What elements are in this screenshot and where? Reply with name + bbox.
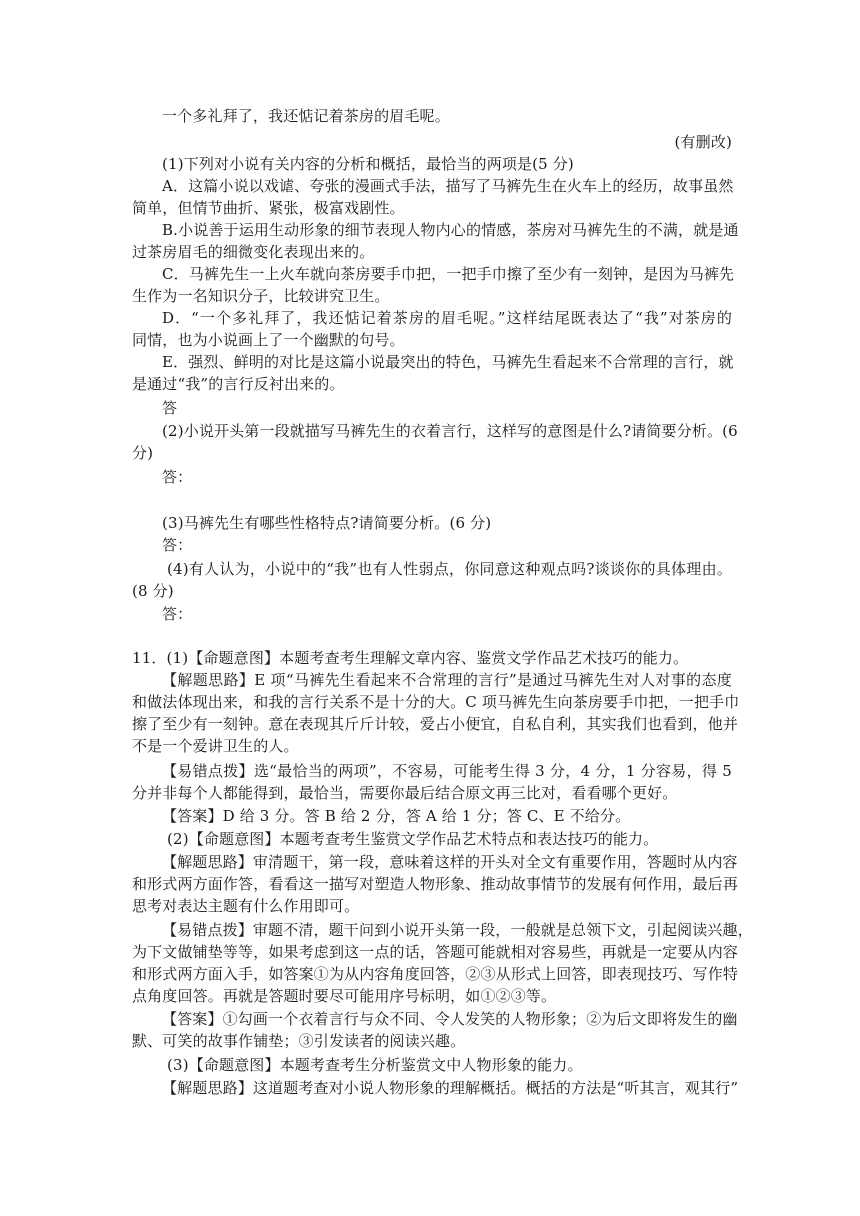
analysis-1-answer: 【答案】D 给 3 分。答 B 给 2 分，答 A 给 1 分；答 C、E 不给分。 [162,807,631,825]
source-note: (有删改) [674,133,732,151]
analysis-1-pitfall-line1: 【易错点拨】选“最恰当的两项”，不容易，可能考生得 3 分，4 分，1 分容易，得 5 [162,762,732,780]
option-a-line2: 简单，但情节曲折、紧张，极富戏剧性。 [132,199,405,217]
question-4-stem-line2: (8 分) [132,582,174,600]
analysis-1-pitfall-line2: 分并非每个人都能得到，最恰当，需要你最后结合原文再三比对，看看哪个更好。 [132,784,678,802]
option-e-line2: 是通过“我”的言行反衬出来的。 [132,375,345,393]
analysis-1-intent: 11．(1)【命题意图】本题考查考生理解文章内容、鉴赏文学作品艺术技巧的能力。 [132,649,689,667]
option-d-line2: 同情，也为小说画上了一个幽默的句号。 [132,331,405,349]
analysis-2-answer-line1: 【答案】①勾画一个衣着言行与众不同、令人发笑的人物形象；②为后文即将发生的幽 [162,1010,738,1028]
question-3-answer-label: 答： [162,536,193,554]
analysis-1-approach-line3: 擦了至少有一刻钟。意在表现其斤斤计较，爱占小便宜，自私自利，其实我们也看到，他并 [132,715,739,733]
analysis-1-approach-line2: 和做法体现出来，和我的言行关系不是十分的大。C 项马裤先生向茶房要手巾把，一把手巾 [132,693,740,711]
analysis-2-pitfall-line1: 【易错点拨】审题不清，题干问到小说开头第一段，一般就是总领下文，引起阅读兴趣， [162,921,753,939]
question-1-answer-label: 答 [162,399,178,417]
option-c-line1: C．马裤先生一上火车就向茶房要手巾把，一把手巾擦了至少有一刻钟，是因为马裤先 [162,265,735,283]
analysis-3-approach-line1: 【解题思路】这道题考查对小说人物形象的理解概括。概括的方法是“听其言，观其行” [162,1079,739,1097]
analysis-3-intent: (3)【命题意图】本题考查考生分析鉴赏文中人物形象的能力。 [167,1056,583,1074]
story-tail: 一个多礼拜了，我还惦记着茶房的眉毛呢。 [162,107,450,125]
analysis-2-approach-line2: 和形式两方面作答，看看这一描写对塑造人物形象、推动故事情节的发展有何作用，最后再 [132,875,739,893]
question-2-answer-label: 答： [162,468,193,486]
analysis-2-approach-line1: 【解题思路】审清题干，第一段，意味着这样的开头对全文有重要作用，答题时从内容 [162,853,738,871]
analysis-2-approach-line3: 思考对表达主题有什么作用即可。 [132,897,360,915]
analysis-2-answer-line2: 默、可笑的故事作铺垫；③引发读者的阅读兴趣。 [132,1032,466,1050]
option-c-line2: 生作为一名知识分子，比较讲究卫生。 [132,287,390,305]
analysis-2-pitfall-line2: 为下文做铺垫等等，如果考虑到这一点的话，答题可能就相对容易些，再就是一定要从内容 [132,943,739,961]
option-b-line1: B.小说善于运用生动形象的细节表现人物内心的情感，茶房对马裤先生的不满，就是通 [162,221,739,239]
question-2-stem-line2: 分) [132,444,154,462]
analysis-1-approach-line1: 【解题思路】E 项“马裤先生看起来不合常理的言行”是通过马裤先生对人对事的态度 [162,671,732,689]
question-4-stem-line1: (4)有人认为，小说中的“我”也有人性弱点，你同意这种观点吗?谈谈你的具体理由。 [167,560,732,578]
analysis-2-intent: (2)【命题意图】本题考查考生鉴赏文学作品艺术特点和表达技巧的能力。 [167,830,659,848]
question-1-stem: (1)下列对小说有关内容的分析和概括，最恰当的两项是(5 分) [162,155,574,173]
question-4-answer-label: 答： [162,605,193,623]
option-e-line1: E．强烈、鲜明的对比是这篇小说最突出的特色，马裤先生看起来不合常理的言行，就 [162,353,734,371]
question-2-stem-line1: (2)小说开头第一段就描写马裤先生的衣着言行，这样写的意图是什么?请简要分析。(6 [162,422,738,440]
option-a-line1: A．这篇小说以戏谑、夸张的漫画式手法，描写了马裤先生在火车上的经历，故事虽然 [162,177,734,195]
analysis-2-pitfall-line3: 和形式两方面入手，如答案①为从内容角度回答，②③从形式上回答，即表现技巧、写作特 [132,965,739,983]
analysis-1-approach-line4: 不是一个爱讲卫生的人。 [132,737,299,755]
option-b-line2: 过茶房眉毛的细微变化表现出来的。 [132,243,375,261]
question-3-stem: (3)马裤先生有哪些性格特点?请简要分析。(6 分) [162,514,492,532]
analysis-2-pitfall-line4: 点角度回答。再就是答题时要尽可能用序号标明，如①②③等。 [132,987,557,1005]
option-d-line1: D．“一个多礼拜了，我还惦记着茶房的眉毛呢。”这样结尾既表达了“我”对茶房的 [162,309,732,327]
